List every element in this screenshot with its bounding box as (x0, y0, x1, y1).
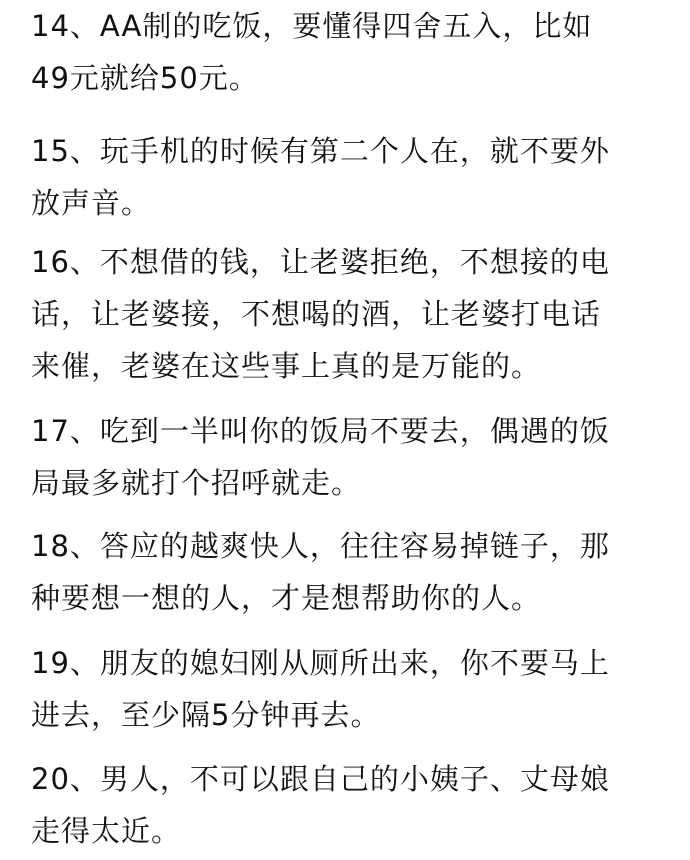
tip-line: 来催，老婆在这些事上真的是万能的。 (31, 349, 542, 383)
tip-item-19 (31, 637, 610, 741)
tip-line: 49元就给50元。 (31, 61, 259, 95)
tip-item-17 (31, 405, 610, 509)
tip-line: 20、男人，不可以跟自己的小姨子、丈母娘 (31, 762, 610, 796)
tip-line: 14、AA制的吃饭，要懂得四舍五入，比如 (31, 9, 593, 43)
tip-line: 16、不想借的钱，让老婆拒绝，不想接的电 (31, 245, 610, 279)
tip-item-14 (31, 0, 592, 104)
tip-item-16 (31, 236, 610, 392)
tip-item-15 (31, 125, 610, 229)
tip-line: 放声音。 (31, 186, 152, 220)
tip-item-18 (31, 520, 610, 624)
tip-line: 局最多就打个招呼就走。 (31, 466, 362, 500)
tip-line: 种要想一想的人，才是想帮助你的人。 (31, 581, 542, 615)
tip-item-20 (31, 753, 610, 857)
tip-line: 进去，至少隔5分钟再去。 (31, 698, 381, 732)
tip-line: 走得太近。 (31, 814, 182, 848)
tip-line: 19、朋友的媳妇刚从厕所出来，你不要马上 (31, 646, 610, 680)
tip-line: 18、答应的越爽快人，往往容易掉链子，那 (31, 529, 610, 563)
tip-line: 15、玩手机的时候有第二个人在，就不要外 (31, 134, 610, 168)
tip-line: 话，让老婆接，不想喝的酒，让老婆打电话 (31, 297, 602, 331)
tip-line: 17、吃到一半叫你的饭局不要去，偶遇的饭 (31, 414, 610, 448)
